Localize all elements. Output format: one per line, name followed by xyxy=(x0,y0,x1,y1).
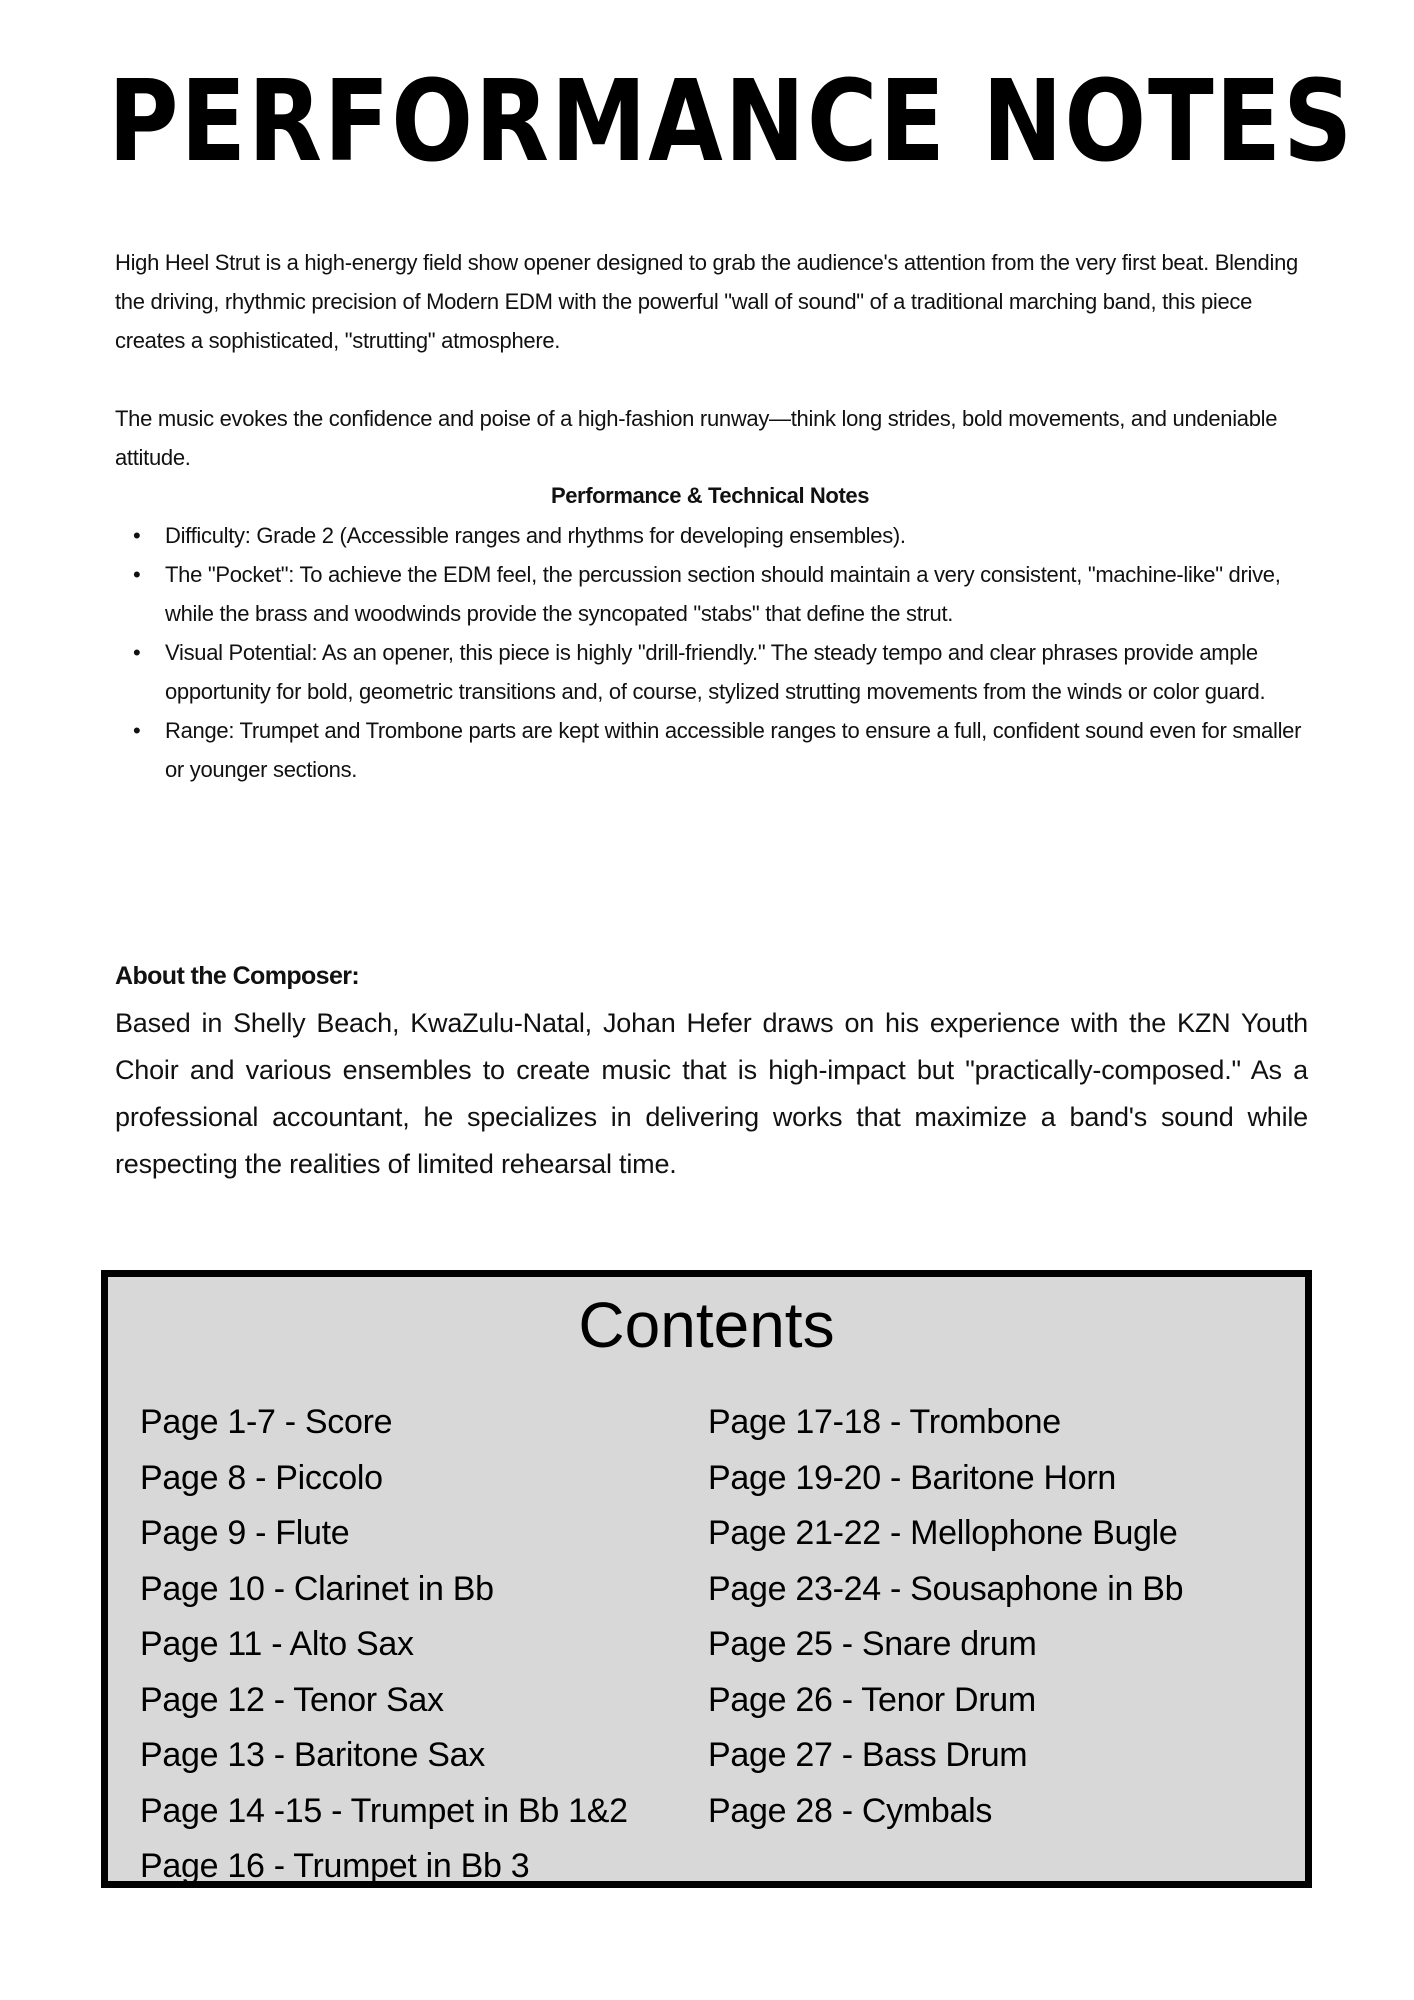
technical-note-text: Difficulty: Grade 2 (Accessible ranges and rhythms for developing ensembles). xyxy=(165,523,906,548)
technical-notes-heading: Performance & Technical Notes xyxy=(550,483,870,508)
contents-entry: Page 14 -15 - Trumpet in Bb 1&2 xyxy=(140,1791,628,1830)
contents-entry: Page 11 - Alto Sax xyxy=(140,1625,414,1663)
technical-note-text: Range: Trumpet and Trombone parts are kept within accessible ranges to ensure a full, confident sound even for smaller or younger sections. xyxy=(165,718,1302,782)
page-title: PERFORMANCE NOTES xyxy=(108,57,1355,187)
contents-entry: Page 16 - Trumpet in Bb 3 xyxy=(140,1847,530,1885)
technical-notes-list xyxy=(115,516,1305,789)
contents-left-column xyxy=(140,1395,628,1895)
intro-paragraph-2: The music evokes the confidence and poise of a high-fashion runway—think long strides, bold movements, and undeniable attitude. xyxy=(115,406,1278,470)
contents-entry: Page 21-22 - Mellophone Bugle xyxy=(708,1514,1178,1552)
technical-note-item xyxy=(115,516,1305,555)
intro-paragraph-1: High Heel Strut is a high-energy field show opener designed to grab the audience's attention from the very first beat. Blending the driving, rhythmic precision of Modern EDM with the powerful "wall of sound" of a traditional marching band, this piece creates a sophisticated, "strutting" atmosphere. xyxy=(115,250,1298,353)
contents-box xyxy=(101,1270,1312,1888)
technical-note-text: Visual Potential: As an opener, this piece is highly "drill-friendly." The steady tempo and clear phrases provide ample opportunity for bold, geometric transitions and, of course, stylized strutting movements from the winds or color guard. xyxy=(165,640,1266,704)
contents-entry: Page 17-18 - Trombone xyxy=(708,1403,1061,1441)
contents-entry: Page 10 - Clarinet in Bb xyxy=(140,1569,494,1608)
technical-note-item xyxy=(115,711,1305,789)
contents-entry: Page 26 - Tenor Drum xyxy=(708,1680,1036,1719)
technical-note-item xyxy=(115,633,1305,711)
contents-entry: Page 23-24 - Sousaphone in Bb xyxy=(708,1569,1184,1608)
contents-entry: Page 13 - Baritone Sax xyxy=(140,1736,485,1774)
bullet-icon: • xyxy=(133,523,141,548)
contents-entry: Page 12 - Tenor Sax xyxy=(140,1680,444,1719)
contents-entry: Page 1-7 - Score xyxy=(140,1403,393,1441)
contents-title: Contents xyxy=(578,1289,835,1361)
contents-entry: Page 9 - Flute xyxy=(140,1514,350,1552)
technical-note-item xyxy=(115,555,1305,633)
bullet-icon: • xyxy=(133,640,141,665)
composer-heading: About the Composer: xyxy=(115,962,360,990)
technical-note-text: The "Pocket": To achieve the EDM feel, the percussion section should maintain a very consistent, "machine-like" drive, while the brass and woodwinds provide the syncopated "stabs" that define the strut. xyxy=(165,562,1281,626)
contents-entry: Page 19-20 - Baritone Horn xyxy=(708,1458,1117,1497)
bullet-icon: • xyxy=(133,562,141,587)
contents-right-column xyxy=(708,1395,1183,1839)
contents-entry: Page 25 - Snare drum xyxy=(708,1625,1037,1663)
contents-entry: Page 8 - Piccolo xyxy=(140,1458,383,1497)
contents-entry: Page 28 - Cymbals xyxy=(708,1791,993,1830)
bullet-icon: • xyxy=(133,718,141,743)
contents-entry: Page 27 - Bass Drum xyxy=(708,1736,1028,1774)
composer-bio: Based in Shelly Beach, KwaZulu-Natal, Johan Hefer draws on his experience with the KZN Youth Choir and various ensembles to create music that is high-impact but "practically-composed." As a professional accountant, he specializes in delivering works that maximize a band's sound while respecting the realities of limited rehearsal time. xyxy=(115,1008,1308,1179)
